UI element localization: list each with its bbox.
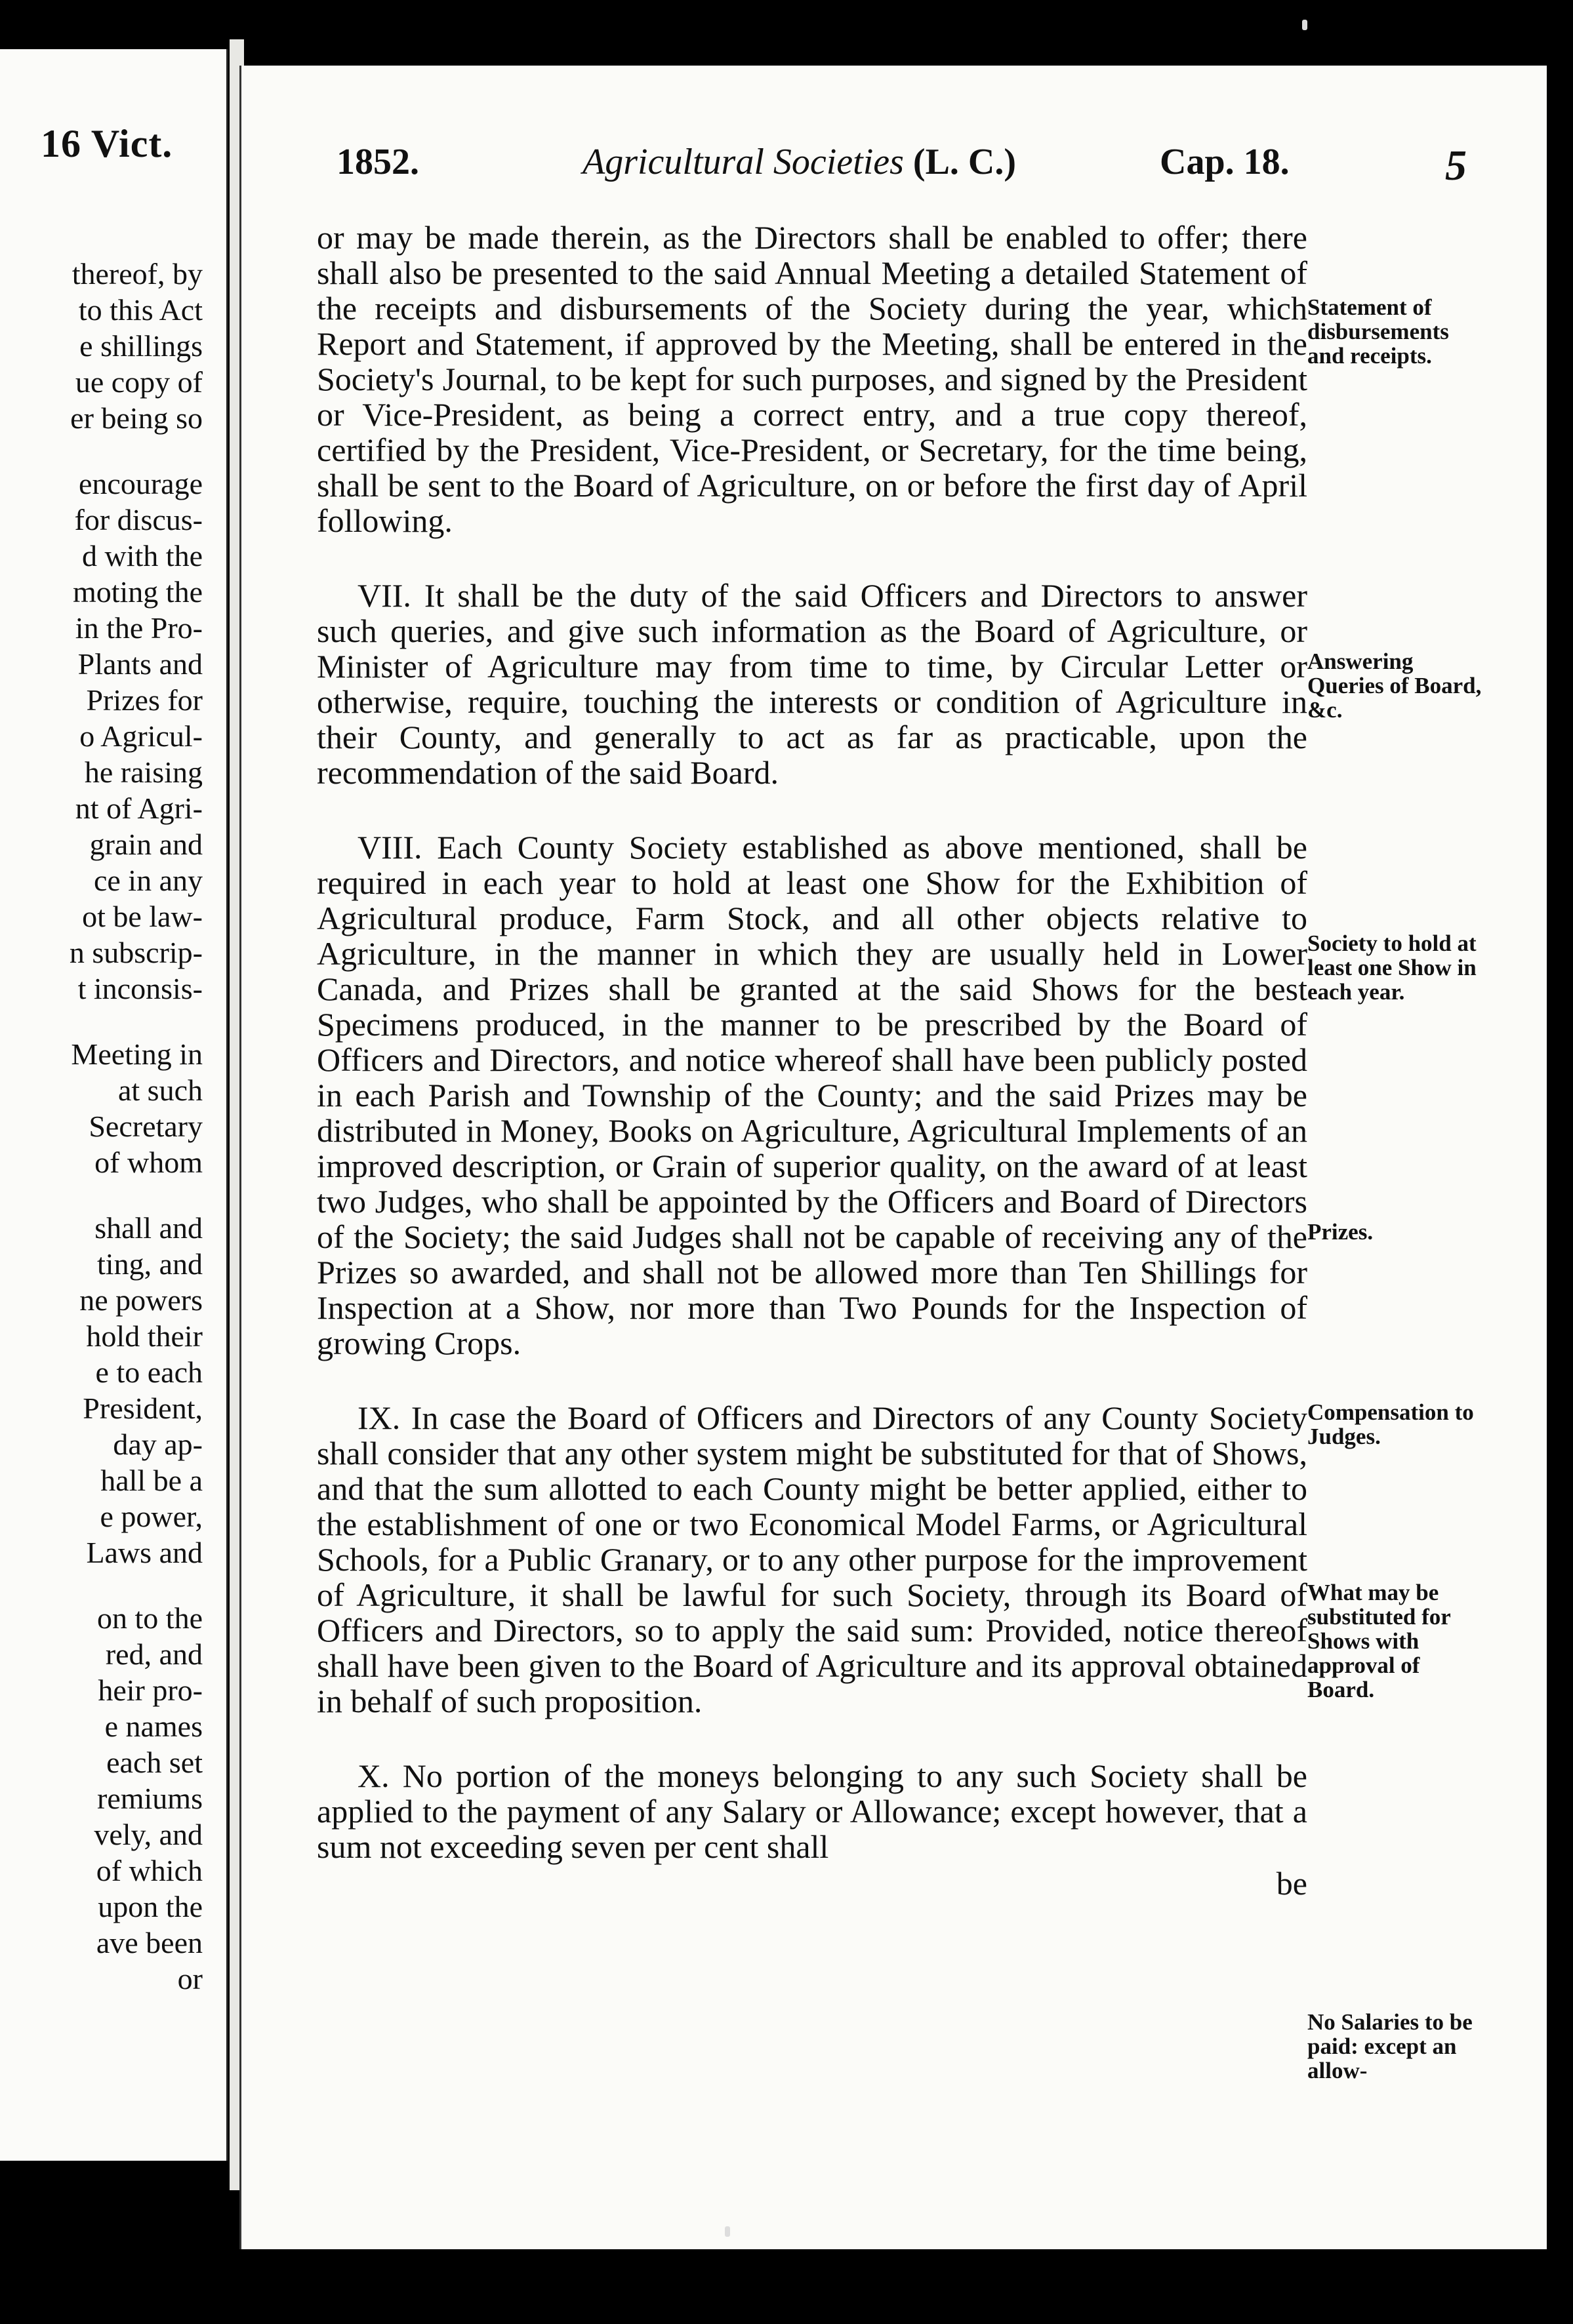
margin-note-substitution: What may be substituted for Shows with approval of Board. bbox=[1307, 1580, 1451, 1702]
section-ix: IX. In case the Board of Officers and Directors of any County Society shall consider that any other system might be substituted for that of Shows, and that the sum allotted to each County might be better applied, either to the establishment of one or two Economical Model Farms, or Agricultural Schools, for a Public Granary, or to any other purpose for the improvement of Agriculture, it shall be lawful for such Society, through its Board of Officers and Directors, so to apply the said sum: Provided, notice thereof shall have been given to the Board of Agriculture and its approval obtained in behalf of such proposition. bbox=[317, 1399, 1307, 1719]
left-page-line: e shillings bbox=[79, 329, 203, 363]
left-page-line: each set bbox=[106, 1746, 203, 1779]
left-page-line: upon the bbox=[98, 1890, 203, 1923]
left-page-line: moting the bbox=[72, 575, 203, 609]
catchword: be bbox=[1276, 1865, 1307, 1902]
margin-note-statement: Statement of disbursements and receipts. bbox=[1307, 294, 1449, 369]
margin-note-show: Society to hold at least one Show in each year. bbox=[1307, 931, 1477, 1005]
scan-speck bbox=[1302, 20, 1307, 30]
left-page-line: thereof, by bbox=[72, 257, 203, 290]
left-page-line: hall be a bbox=[100, 1464, 203, 1497]
left-page-line: t inconsis- bbox=[77, 972, 203, 1005]
left-page-line: ce in any bbox=[93, 864, 203, 897]
left-page-line: e names bbox=[104, 1710, 203, 1743]
margin-note-judges: Compensation to Judges. bbox=[1307, 1399, 1474, 1449]
running-head-title bbox=[582, 141, 1016, 183]
left-page-line: hold their bbox=[86, 1319, 203, 1353]
continuation-paragraph: or may be made therein, as the Directors shall be enabled to offer; there shall also be presented to the said Annual Meeting a detailed Statement of the receipts and disbursements of the Society during the year, which Report and Statement, if approved by the Meeting, shall be entered in the Society's Journal, to be kept for such purposes, and signed by the President or Vice-President, as being a correct entry, and a true copy thereof, certified by the President, Vice-President, or Secretary, for the time being, shall be sent to the Board of Agriculture, on or before the first day of April following. bbox=[317, 219, 1307, 539]
left-page-line: Secretary bbox=[89, 1110, 203, 1143]
running-head-chapter: Cap. 18. bbox=[1160, 142, 1290, 182]
left-page-line: ting, and bbox=[97, 1247, 203, 1281]
statute-body bbox=[317, 220, 1307, 1901]
margin-note-salaries: No Salaries to be paid: except an allow- bbox=[1307, 2009, 1473, 2083]
left-page-line: e to each bbox=[95, 1355, 203, 1389]
left-page-line: President, bbox=[83, 1392, 203, 1425]
left-page-line: or bbox=[177, 1962, 203, 1995]
left-page-line: d with the bbox=[82, 539, 203, 572]
section-x: X. No portion of the moneys belonging to any such Society shall be applied to the payment of any Salary or Allowance; except however, that a sum not exceeding seven per cent shall bbox=[317, 1757, 1307, 1865]
left-page-line: of which bbox=[96, 1854, 203, 1887]
left-page-line: encourage bbox=[79, 467, 203, 500]
left-page-line: for discus- bbox=[74, 503, 203, 536]
running-head-year: 1852. bbox=[337, 142, 419, 182]
left-page-line: vely, and bbox=[94, 1818, 203, 1851]
left-page-line: at such bbox=[117, 1073, 203, 1107]
left-page-line: he raising bbox=[84, 755, 203, 789]
running-head-title-text: Agricultural Societies bbox=[582, 142, 904, 182]
scan-speck bbox=[725, 2226, 730, 2237]
left-page-line: Plants and bbox=[77, 647, 203, 681]
left-page-line: day ap- bbox=[113, 1428, 203, 1461]
left-page bbox=[0, 49, 228, 2161]
left-page-line: shall and bbox=[94, 1211, 203, 1245]
left-page-line: remiums bbox=[97, 1782, 203, 1815]
left-page-line: ave been bbox=[96, 1926, 203, 1959]
left-page-line: o Agricul- bbox=[79, 719, 203, 753]
margin-note-queries: Answering Queries of Board, &c. bbox=[1307, 649, 1482, 723]
left-page-line: Meeting in bbox=[71, 1037, 203, 1071]
page-number: 5 bbox=[1445, 142, 1467, 190]
left-page-line: of whom bbox=[94, 1146, 203, 1179]
left-page-line: ue copy of bbox=[75, 365, 203, 399]
left-page-line: grain and bbox=[89, 828, 203, 861]
left-page-line: e power, bbox=[100, 1500, 203, 1533]
left-page-line: heir pro- bbox=[98, 1673, 203, 1707]
section-vii: VII. It shall be the duty of the said Officers and Directors to answer such queries, and give such information as the Board of Agriculture, or Minister of Agriculture may from time to time, by Circular Letter or otherwise, require, touching the interests or condition of Agriculture in their County, and generally to act as far as practicable, upon the recommendation of the said Board. bbox=[317, 577, 1307, 791]
left-page-header: 16 Vict. bbox=[41, 122, 173, 165]
left-page-line: Laws and bbox=[86, 1536, 203, 1569]
left-page-line: in the Pro- bbox=[75, 611, 203, 645]
margin-note-prizes: Prizes. bbox=[1307, 1219, 1374, 1245]
left-page-line: n subscrip- bbox=[69, 936, 203, 969]
left-page-line: ne powers bbox=[79, 1283, 203, 1317]
left-page-line: on to the bbox=[97, 1601, 203, 1635]
left-page-line: red, and bbox=[105, 1637, 203, 1671]
left-page-line: er being so bbox=[70, 401, 203, 435]
left-page-line: ot be law- bbox=[82, 900, 203, 933]
left-page-line: nt of Agri- bbox=[75, 791, 203, 825]
right-page bbox=[239, 66, 1547, 2249]
left-page-line: to this Act bbox=[78, 293, 203, 327]
running-head-title-paren: (L. C.) bbox=[912, 142, 1017, 182]
left-page-line: Prizes for bbox=[86, 683, 203, 717]
section-viii: VIII. Each County Society established as above mentioned, shall be required in each year to hold at least one Show for the Exhibition of Agricultural produce, Farm Stock, and all other objects relative to Agriculture, in the manner in which they are usually held in Lower Canada, and Prizes shall be granted at the said Shows for the best Specimens produced, in the manner to be prescribed by the Board of Officers and Directors, and notice whereof shall have been publicly posted in each Parish and Township of the County; and the said Prizes may be distributed in Money, Books on Agriculture, Agricultural Implements of an improved description, or Grain of superior quality, on the award of at least two Judges, who shall be appointed by the Officers and Board of Directors of the Society; the said Judges shall not be capable of receiving any of the Prizes so awarded, and shall not be allowed more than Ten Shillings for Inspection at a Show, nor more than Two Pounds for the Inspection of growing Crops. bbox=[317, 829, 1307, 1361]
